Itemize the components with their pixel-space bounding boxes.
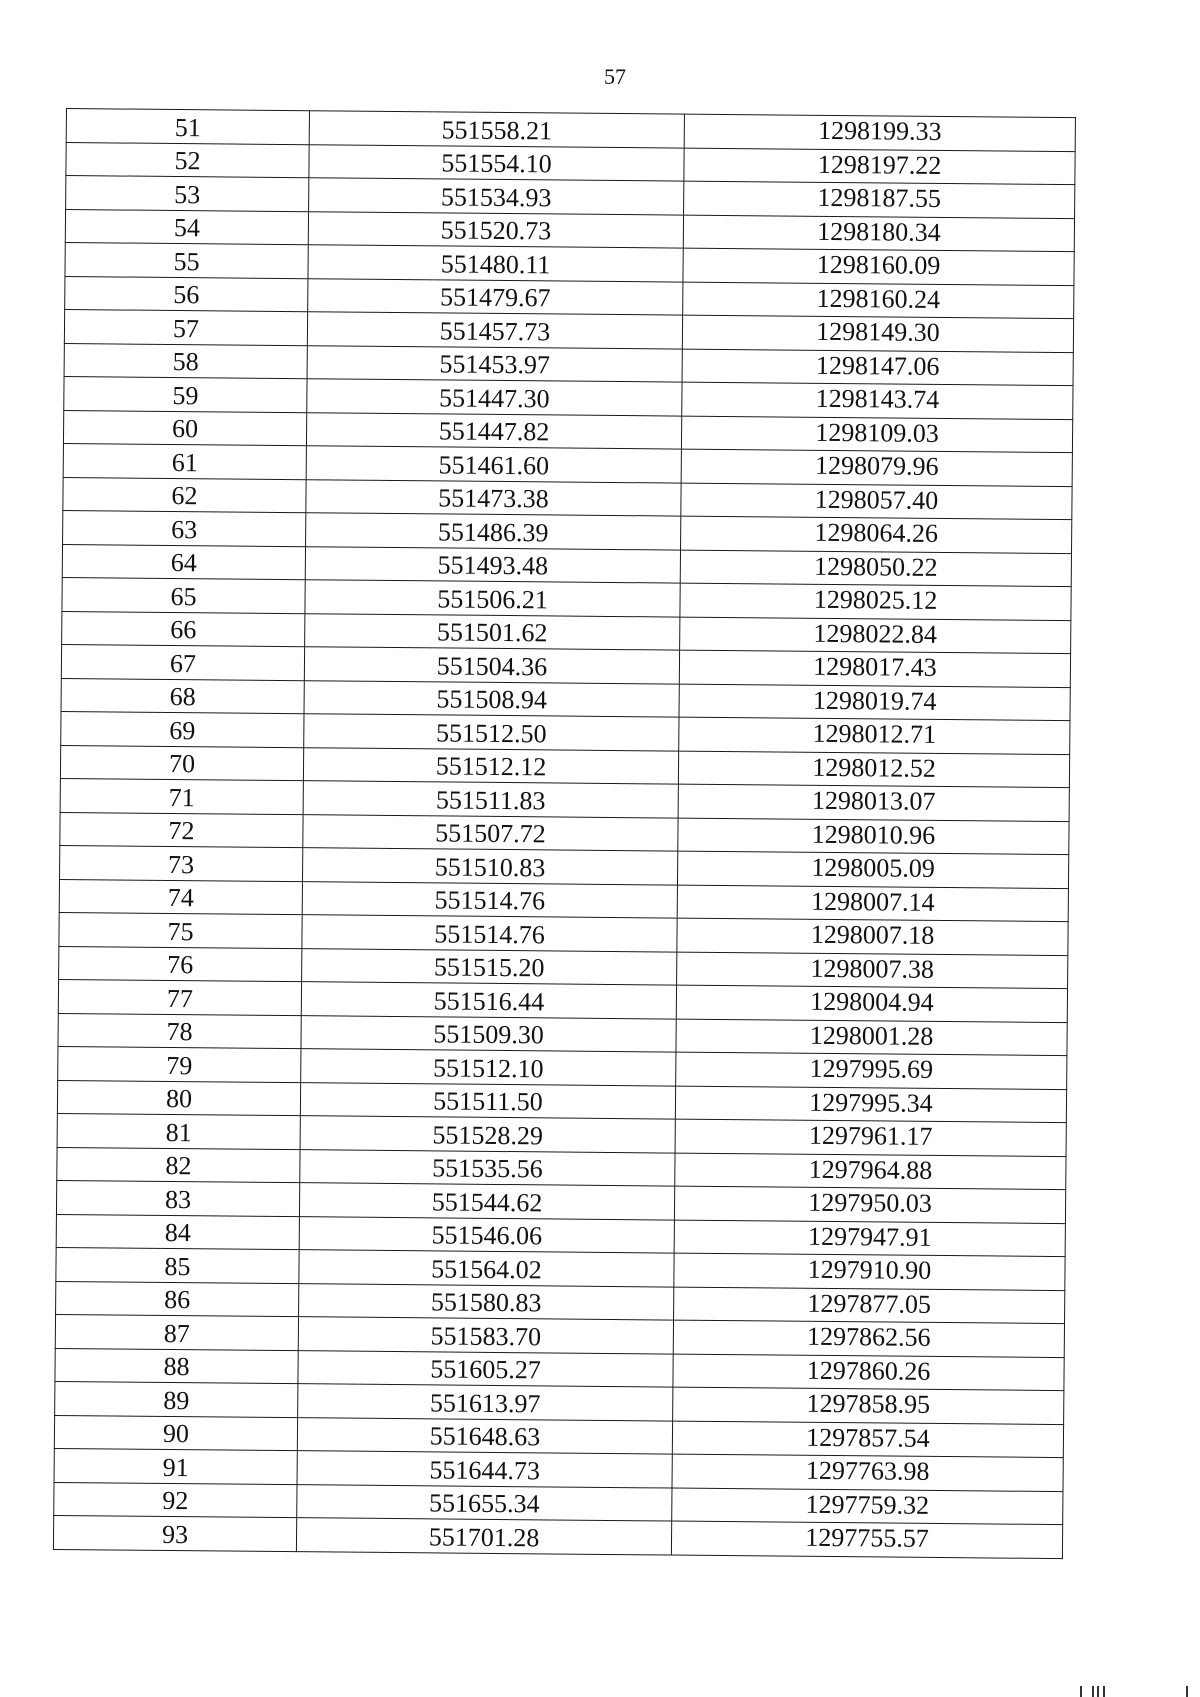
y-coordinate-cell: 1297961.17 — [675, 1119, 1066, 1156]
y-coordinate-cell: 1298050.22 — [680, 550, 1071, 587]
scan-artifact-marks — [1070, 1686, 1200, 1697]
x-coordinate-cell: 551473.38 — [306, 479, 681, 516]
point-number-cell: 54 — [65, 209, 308, 245]
x-coordinate-cell: 551512.50 — [304, 714, 679, 751]
point-number-cell: 55 — [65, 242, 308, 278]
x-coordinate-cell: 551648.63 — [297, 1417, 672, 1454]
point-number-cell: 82 — [57, 1147, 300, 1183]
y-coordinate-cell: 1297910.90 — [674, 1253, 1065, 1290]
x-coordinate-cell: 551479.67 — [308, 278, 683, 315]
x-coordinate-cell: 551701.28 — [296, 1518, 671, 1555]
x-coordinate-cell: 551515.20 — [302, 948, 677, 985]
y-coordinate-cell: 1298064.26 — [681, 516, 1072, 553]
y-coordinate-cell: 1298007.18 — [677, 918, 1068, 955]
x-coordinate-cell: 551507.72 — [303, 814, 678, 851]
x-coordinate-cell: 551558.21 — [309, 111, 684, 148]
y-coordinate-cell: 1298019.74 — [679, 684, 1070, 721]
point-number-cell: 61 — [63, 443, 306, 479]
x-coordinate-cell: 551512.12 — [303, 747, 678, 784]
point-number-cell: 57 — [64, 309, 307, 345]
point-number-cell: 63 — [63, 510, 306, 546]
x-coordinate-cell: 551480.11 — [308, 245, 683, 282]
point-number-cell: 62 — [63, 477, 306, 513]
x-coordinate-cell: 551493.48 — [305, 546, 680, 583]
x-coordinate-cell: 551583.70 — [298, 1317, 673, 1354]
x-coordinate-cell: 551564.02 — [299, 1250, 674, 1287]
y-coordinate-cell: 1298012.71 — [679, 717, 1070, 754]
point-number-cell: 79 — [58, 1046, 301, 1082]
y-coordinate-cell: 1298109.03 — [681, 416, 1072, 453]
y-coordinate-cell: 1298013.07 — [678, 784, 1069, 821]
y-coordinate-cell: 1297860.26 — [673, 1354, 1064, 1391]
y-coordinate-cell: 1297995.34 — [675, 1086, 1066, 1123]
y-coordinate-cell: 1298197.22 — [684, 148, 1075, 185]
x-coordinate-cell: 551453.97 — [307, 345, 682, 382]
x-coordinate-cell: 551605.27 — [298, 1350, 673, 1387]
x-coordinate-cell: 551504.36 — [304, 647, 679, 684]
y-coordinate-cell: 1298143.74 — [682, 382, 1073, 419]
page-number: 57 — [604, 64, 626, 89]
y-coordinate-cell: 1297857.54 — [672, 1421, 1063, 1458]
y-coordinate-cell: 1297858.95 — [673, 1387, 1064, 1424]
point-number-cell: 78 — [58, 1013, 301, 1049]
point-number-cell: 85 — [56, 1247, 299, 1283]
y-coordinate-cell: 1297947.91 — [674, 1220, 1065, 1257]
x-coordinate-cell: 551486.39 — [306, 513, 681, 550]
y-coordinate-cell: 1298149.30 — [682, 315, 1073, 352]
y-coordinate-cell: 1297995.69 — [676, 1052, 1067, 1089]
point-number-cell: 68 — [61, 678, 304, 714]
point-number-cell: 51 — [66, 109, 309, 145]
x-coordinate-cell: 551457.73 — [307, 312, 682, 349]
y-coordinate-cell: 1298007.38 — [677, 952, 1068, 989]
point-number-cell: 67 — [61, 644, 304, 680]
point-number-cell: 93 — [53, 1515, 296, 1551]
y-coordinate-cell: 1298160.24 — [683, 282, 1074, 319]
x-coordinate-cell: 551447.30 — [307, 379, 682, 416]
y-coordinate-cell: 1298004.94 — [676, 985, 1067, 1022]
y-coordinate-cell: 1298012.52 — [678, 751, 1069, 788]
y-coordinate-cell: 1298147.06 — [682, 349, 1073, 386]
x-coordinate-cell: 551528.29 — [300, 1116, 675, 1153]
table-body — [53, 109, 1075, 1559]
point-number-cell: 65 — [62, 577, 305, 613]
point-number-cell: 69 — [61, 711, 304, 747]
x-coordinate-cell: 551644.73 — [297, 1451, 672, 1488]
point-number-cell: 80 — [57, 1080, 300, 1116]
point-number-cell: 90 — [54, 1415, 297, 1451]
y-coordinate-cell: 1298005.09 — [677, 851, 1068, 888]
y-coordinate-cell: 1297964.88 — [675, 1153, 1066, 1190]
point-number-cell: 60 — [63, 410, 306, 446]
y-coordinate-cell: 1298010.96 — [678, 818, 1069, 855]
x-coordinate-cell: 551461.60 — [306, 446, 681, 483]
point-number-cell: 89 — [55, 1381, 298, 1417]
y-coordinate-cell: 1297755.57 — [671, 1521, 1062, 1558]
x-coordinate-cell: 551508.94 — [304, 680, 679, 717]
point-number-cell: 76 — [59, 946, 302, 982]
point-number-cell: 75 — [59, 912, 302, 948]
x-coordinate-cell: 551535.56 — [300, 1149, 675, 1186]
x-coordinate-cell: 551544.62 — [299, 1183, 674, 1220]
point-number-cell: 87 — [55, 1314, 298, 1350]
y-coordinate-cell: 1297950.03 — [674, 1186, 1065, 1223]
y-coordinate-cell: 1297877.05 — [674, 1287, 1065, 1324]
x-coordinate-cell: 551510.83 — [302, 848, 677, 885]
x-coordinate-cell: 551613.97 — [298, 1384, 673, 1421]
x-coordinate-cell: 551509.30 — [301, 1015, 676, 1052]
y-coordinate-cell: 1297759.32 — [672, 1488, 1063, 1525]
y-coordinate-cell: 1297763.98 — [672, 1454, 1063, 1491]
x-coordinate-cell: 551514.76 — [302, 881, 677, 918]
x-coordinate-cell: 551655.34 — [297, 1484, 672, 1521]
point-number-cell: 53 — [66, 176, 309, 212]
x-coordinate-cell: 551516.44 — [301, 982, 676, 1019]
point-number-cell: 92 — [54, 1482, 297, 1518]
y-coordinate-cell: 1298025.12 — [680, 583, 1071, 620]
point-number-cell: 64 — [62, 544, 305, 580]
x-coordinate-cell: 551511.50 — [300, 1082, 675, 1119]
x-coordinate-cell: 551512.10 — [301, 1049, 676, 1086]
point-number-cell: 77 — [58, 979, 301, 1015]
point-number-cell: 84 — [56, 1214, 299, 1250]
y-coordinate-cell: 1298001.28 — [676, 1019, 1067, 1056]
y-coordinate-cell: 1298187.55 — [684, 181, 1075, 218]
x-coordinate-cell: 551580.83 — [299, 1283, 674, 1320]
y-coordinate-cell: 1298160.09 — [683, 248, 1074, 285]
coordinates-table — [53, 108, 1076, 1559]
point-number-cell: 73 — [60, 845, 303, 881]
y-coordinate-cell: 1298079.96 — [681, 449, 1072, 486]
point-number-cell: 81 — [57, 1113, 300, 1149]
point-number-cell: 66 — [62, 611, 305, 647]
point-number-cell: 72 — [60, 812, 303, 848]
y-coordinate-cell: 1298017.43 — [679, 650, 1070, 687]
point-number-cell: 56 — [65, 276, 308, 312]
point-number-cell: 58 — [64, 343, 307, 379]
y-coordinate-cell: 1298007.14 — [677, 885, 1068, 922]
y-coordinate-cell: 1298180.34 — [683, 215, 1074, 252]
x-coordinate-cell: 551514.76 — [302, 915, 677, 952]
x-coordinate-cell: 551554.10 — [309, 144, 684, 181]
y-coordinate-cell: 1298057.40 — [681, 483, 1072, 520]
x-coordinate-cell: 551534.93 — [309, 178, 684, 215]
x-coordinate-cell: 551447.82 — [306, 412, 681, 449]
point-number-cell: 91 — [54, 1448, 297, 1484]
y-coordinate-cell: 1298022.84 — [680, 617, 1071, 654]
point-number-cell: 86 — [56, 1281, 299, 1317]
x-coordinate-cell: 551506.21 — [305, 580, 680, 617]
point-number-cell: 59 — [64, 376, 307, 412]
y-coordinate-cell: 1298199.33 — [684, 114, 1075, 151]
point-number-cell: 88 — [55, 1348, 298, 1384]
point-number-cell: 52 — [66, 142, 309, 178]
x-coordinate-cell: 551511.83 — [303, 781, 678, 818]
x-coordinate-cell: 551546.06 — [299, 1216, 674, 1253]
point-number-cell: 70 — [60, 745, 303, 781]
x-coordinate-cell: 551501.62 — [305, 613, 680, 650]
point-number-cell: 71 — [60, 778, 303, 814]
point-number-cell: 74 — [59, 879, 302, 915]
point-number-cell: 83 — [56, 1180, 299, 1216]
y-coordinate-cell: 1297862.56 — [673, 1320, 1064, 1357]
x-coordinate-cell: 551520.73 — [308, 211, 683, 248]
